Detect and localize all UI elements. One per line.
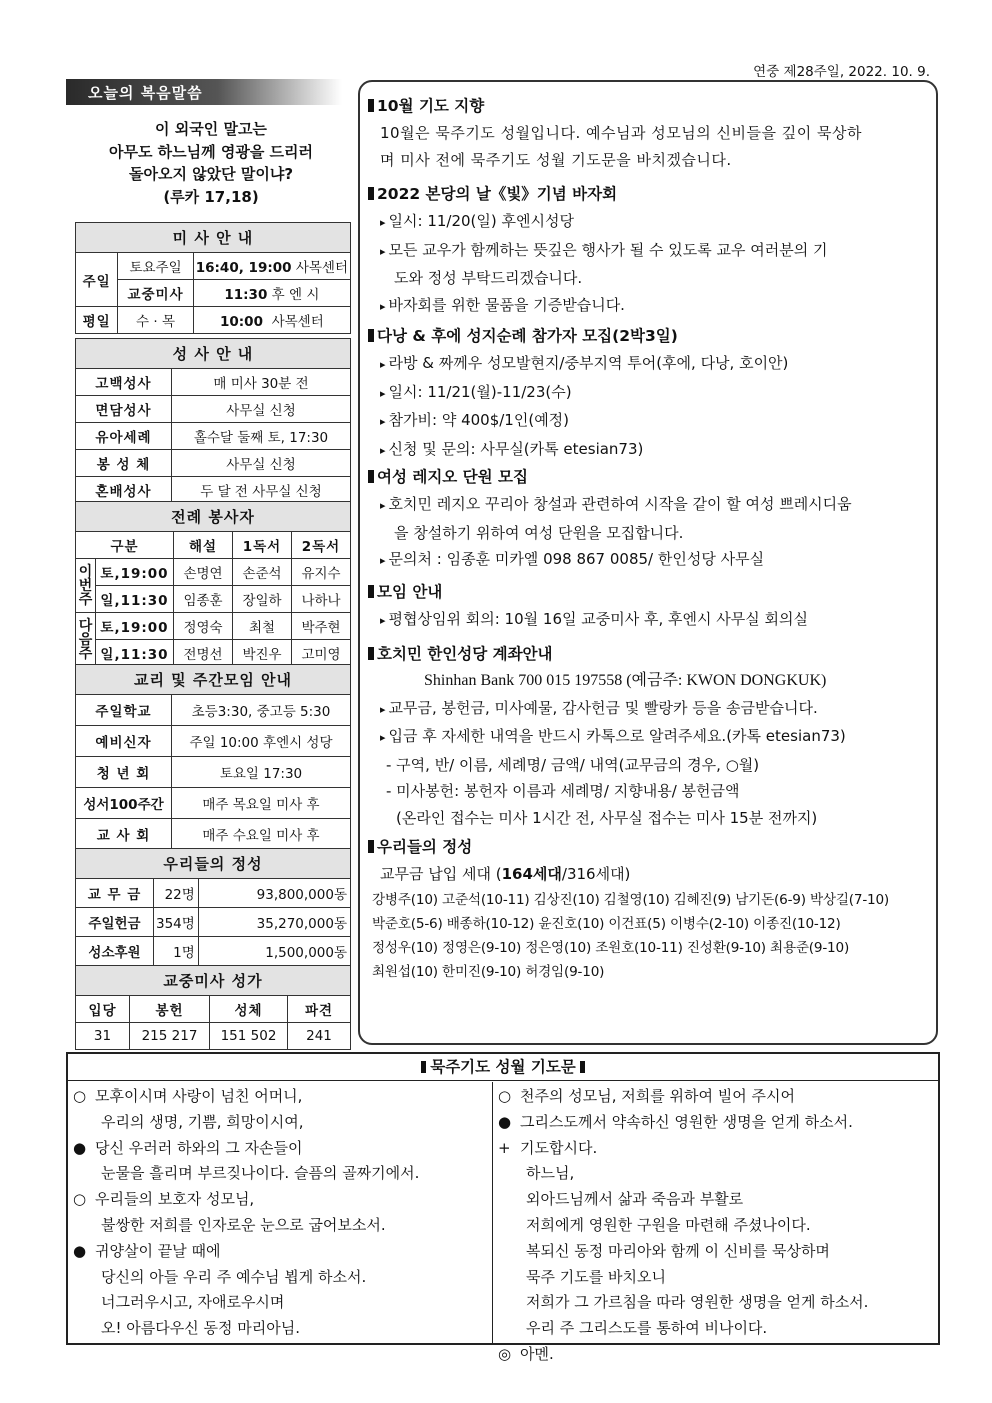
notice-item-dash: - 미사봉헌: 봉헌자 이름과 세례명/ 지향내용/ 봉헌금액 bbox=[386, 782, 740, 800]
notice-title: 다낭 & 후에 성지순례 참가자 모집(2박3일) bbox=[368, 323, 934, 350]
notice-title: 2022 본당의 날《빛》기념 바자회 bbox=[368, 181, 934, 208]
prayer-text: 천주의 성모님, 저희를 위하여 빌어 주시어 bbox=[520, 1087, 795, 1105]
prayer-text: 저희에게 영원한 구원을 마련해 주셨나이다. bbox=[526, 1215, 811, 1234]
sacrament-name: 봉 성 체 bbox=[76, 450, 172, 477]
notice-item: ▸ 신청 및 문의: 사무실(카톡 etesian73) bbox=[380, 439, 644, 458]
prayer-line bbox=[498, 1187, 938, 1213]
meeting-value: 주일 10:00 후엔시 성당 bbox=[172, 726, 351, 757]
mass-time: 10:00 사목센터 bbox=[193, 307, 350, 334]
servers-header: 해설 bbox=[174, 532, 233, 559]
mass-time: 16:40, 19:00 사목센터 bbox=[193, 253, 350, 280]
donor-names: 정성우(10) 정영은(9-10) 정은영(10) 조원호(10-11) 진성환(9-10) 최용준(9-10) bbox=[372, 939, 850, 956]
rosary-prayer-box bbox=[66, 1052, 940, 1363]
hymn-header: 봉헌 bbox=[130, 996, 210, 1023]
mass-name: 수 · 목 bbox=[118, 307, 193, 334]
server-reader1: 최철 bbox=[233, 613, 292, 640]
hymn-communion: 151 502 bbox=[210, 1023, 288, 1050]
offering-table bbox=[75, 848, 351, 966]
prayer-text: 오! 아름다우신 동정 마리아님. bbox=[101, 1319, 300, 1338]
meeting-name: 교 사 회 bbox=[76, 819, 172, 850]
prayer-mark: ● bbox=[73, 1241, 87, 1260]
server-time: 일,11:30 bbox=[96, 586, 174, 613]
sacrament-value: 매 미사 30분 전 bbox=[172, 369, 351, 396]
server-reader1: 장일하 bbox=[233, 586, 292, 613]
notice-item-dash: - 구역, 반/ 이름, 세례명/ 금액/ 내역(교무금의 경우, ○월) bbox=[386, 755, 760, 774]
notice-item: ▸ 라방 & 짜께우 성모발현지/중부지역 투어(후에, 다낭, 호이안) bbox=[380, 354, 789, 372]
notice-title: 여성 레지오 단원 모집 bbox=[368, 464, 934, 491]
notice-item: ▸ 교무금, 봉헌금, 미사예물, 감사헌금 및 빨랑카 등을 송금받습니다. bbox=[380, 698, 818, 717]
offering-amount: 93,800,000동 bbox=[198, 879, 350, 908]
hymn-entrance: 31 bbox=[76, 1023, 130, 1050]
notice-item: ▸ 일시: 11/21(월)-11/23(수) bbox=[380, 382, 572, 401]
sacrament-name: 유아세례 bbox=[76, 423, 172, 450]
prayer-line bbox=[498, 1342, 938, 1368]
prayer-text: 묵주 기도를 바치오니 bbox=[526, 1267, 666, 1286]
prayer-text: 복되신 동정 마리아와 함께 이 신비를 묵상하며 bbox=[526, 1241, 830, 1260]
prayer-text: 하느님, bbox=[526, 1164, 575, 1183]
prayer-text: 외아드님께서 삶과 죽음과 부활로 bbox=[526, 1190, 744, 1209]
catechism-table bbox=[75, 664, 351, 850]
meeting-value: 매주 목요일 미사 후 bbox=[172, 788, 351, 819]
prayer-line bbox=[498, 1239, 938, 1265]
servers-title: 전례 봉사자 bbox=[76, 502, 351, 532]
hymn-recessional: 241 bbox=[288, 1023, 351, 1050]
donor-names: 최원섭(10) 한미진(9-10) 허경임(9-10) bbox=[372, 964, 605, 981]
notice-item: ▸ 호치민 레지오 꾸리아 창설과 관련하여 시작을 같이 할 여성 쁘레시디움 bbox=[380, 495, 852, 513]
meeting-value: 토요일 17:30 bbox=[172, 757, 351, 788]
mass-time: 11:30 후 엔 시 bbox=[193, 280, 350, 307]
notice-text: 며 미사 전에 묵주기도 성월 기도문을 바치겠습니다. bbox=[380, 150, 732, 169]
notice-account bbox=[368, 641, 934, 831]
gospel-label: 오늘의 복음말씀 bbox=[66, 79, 342, 105]
server-reader1: 박진우 bbox=[233, 640, 292, 667]
prayer-mark: ● bbox=[73, 1138, 87, 1157]
prayer-mark: ○ bbox=[73, 1087, 87, 1105]
notice-prayer-intention bbox=[368, 93, 934, 173]
this-week-label: 이번주 bbox=[76, 559, 96, 613]
offering-amount: 1,500,000동 bbox=[198, 937, 350, 966]
prayer-title: 묵주기도 성월 기도문 bbox=[68, 1054, 938, 1081]
prayer-text: 모후이시며 사랑이 넘친 어머니, bbox=[95, 1087, 303, 1105]
gospel-line: 돌아오지 않았단 말이냐? bbox=[128, 165, 294, 183]
offering-name: 교 무 금 bbox=[76, 879, 154, 908]
prayer-line bbox=[73, 1239, 493, 1265]
prayer-line bbox=[73, 1084, 493, 1110]
hymn-table bbox=[75, 965, 351, 1050]
prayer-line bbox=[498, 1084, 938, 1110]
offering-name: 성소후원 bbox=[76, 937, 154, 966]
sacrament-value: 사무실 신청 bbox=[172, 450, 351, 477]
prayer-line bbox=[73, 1213, 493, 1239]
hymn-header: 입당 bbox=[76, 996, 130, 1023]
hymn-header: 파견 bbox=[288, 996, 351, 1023]
prayer-line bbox=[73, 1187, 493, 1213]
prayer-text: 불쌍한 저희를 인자로운 눈으로 굽어보소서. bbox=[101, 1215, 386, 1234]
notice-meeting bbox=[368, 579, 934, 635]
servers-header: 2독서 bbox=[292, 532, 351, 559]
offering-count: 354명 bbox=[154, 908, 199, 937]
servers-table bbox=[75, 501, 351, 667]
prayer-mark: ○ bbox=[73, 1190, 87, 1209]
server-reader2: 고미영 bbox=[292, 640, 351, 667]
notice-bazaar bbox=[368, 181, 934, 320]
offering-title: 우리들의 정성 bbox=[76, 849, 351, 879]
server-time: 일,11:30 bbox=[96, 640, 174, 667]
prayer-line bbox=[73, 1290, 493, 1316]
sacrament-value: 홀수달 둘째 토, 17:30 bbox=[172, 423, 351, 450]
sunday-label: 주일 bbox=[76, 253, 118, 307]
prayer-text: 기도합시다. bbox=[520, 1138, 598, 1157]
meeting-name: 주일학교 bbox=[76, 695, 172, 726]
sacrament-name: 면담성사 bbox=[76, 396, 172, 423]
prayer-text: 우리 주 그리스도를 통하여 비나이다. bbox=[526, 1319, 768, 1338]
server-time: 토,19:00 bbox=[96, 613, 174, 640]
prayer-left-column bbox=[73, 1084, 493, 1342]
prayer-text: 그리스도께서 약속하신 영원한 생명을 얻게 하소서. bbox=[520, 1112, 853, 1131]
notice-item: ▸ 입금 후 자세한 내역을 반드시 카톡으로 알려주세요.(카톡 etesian73) bbox=[380, 727, 846, 745]
donor-names: 강병주(10) 고준석(10-11) 김상진(10) 김철영(10) 김혜진(9) 남기돈(6-9) 박상길(7-10) bbox=[372, 891, 890, 908]
servers-header: 1독서 bbox=[233, 532, 292, 559]
meeting-value: 매주 수요일 미사 후 bbox=[172, 819, 351, 850]
prayer-text: 우리의 생명, 기쁨, 희망이시여, bbox=[101, 1112, 304, 1131]
bulletin-date: 연중 제28주일, 2022. 10. 9. bbox=[753, 64, 930, 80]
server-commentator: 정영숙 bbox=[174, 613, 233, 640]
notice-item: ▸ 참가비: 약 400$/1인(예정) bbox=[380, 411, 570, 429]
meeting-name: 성서100주간 bbox=[76, 788, 172, 819]
prayer-text: 아멘. bbox=[520, 1344, 554, 1363]
notice-title: 호치민 한인성당 계좌안내 bbox=[368, 641, 934, 668]
server-time: 토,19:00 bbox=[96, 559, 174, 586]
sacrament-value: 사무실 신청 bbox=[172, 396, 351, 423]
gospel-reference: (루카 17,18) bbox=[163, 187, 259, 206]
server-reader2: 박주현 bbox=[292, 613, 351, 640]
prayer-line bbox=[498, 1161, 938, 1187]
hymn-offertory: 215 217 bbox=[130, 1023, 210, 1050]
weekday-label: 평일 bbox=[76, 307, 118, 334]
gospel-quote bbox=[66, 118, 356, 208]
prayer-mark: + bbox=[498, 1138, 511, 1157]
notice-item-note: (온라인 접수는 미사 1시간 전, 사무실 접수는 미사 15분 전까지) bbox=[396, 808, 818, 827]
meeting-name: 예비신자 bbox=[76, 726, 172, 757]
donor-names: 박준호(5-6) 배종하(10-12) 윤진호(10) 이건표(5) 이병수(2-10) 이종진(10-12) bbox=[372, 915, 841, 932]
sacrament-table bbox=[75, 338, 351, 504]
prayer-text: 귀양살이 끝날 때에 bbox=[95, 1241, 221, 1260]
next-week-label: 다음주 bbox=[76, 613, 96, 667]
prayer-line bbox=[73, 1110, 493, 1136]
prayer-line bbox=[498, 1316, 938, 1342]
server-commentator: 전명선 bbox=[174, 640, 233, 667]
sacrament-title: 성 사 안 내 bbox=[76, 339, 351, 369]
prayer-mark: ○ bbox=[498, 1087, 512, 1105]
offering-amount: 35,270,000동 bbox=[198, 908, 350, 937]
prayer-text: 너그러우시고, 자애로우시며 bbox=[101, 1293, 285, 1312]
meeting-value: 초등3:30, 중고등 5:30 bbox=[172, 695, 351, 726]
prayer-text: 눈물을 흘리며 부르짖나이다. 슬픔의 골짜기에서. bbox=[101, 1164, 420, 1183]
offering-name: 주일헌금 bbox=[76, 908, 154, 937]
prayer-line bbox=[498, 1290, 938, 1316]
notice-title: 우리들의 정성 bbox=[368, 834, 934, 861]
prayer-text: 당신의 아들 우리 주 예수님 뵙게 하소서. bbox=[101, 1267, 367, 1286]
offering-count: 1명 bbox=[154, 937, 199, 966]
server-reader2: 나하나 bbox=[292, 586, 351, 613]
notice-item: ▸ 문의처 : 임종훈 미카엘 098 867 0085/ 한인성당 사무실 bbox=[380, 550, 765, 568]
notice-item-cont: 도와 정성 부탁드리겠습니다. bbox=[394, 269, 583, 287]
servers-header: 구분 bbox=[76, 532, 174, 559]
sacrament-value: 두 달 전 사무실 신청 bbox=[172, 477, 351, 504]
notice-item: ▸ 모든 교우가 함께하는 뜻깊은 행사가 될 수 있도록 교우 여러분의 기 bbox=[380, 240, 828, 259]
sacrament-name: 혼배성사 bbox=[76, 477, 172, 504]
server-commentator: 임종훈 bbox=[174, 586, 233, 613]
account-number: Shinhan Bank 700 015 197558 (예금주: KWON DONGKUK) bbox=[424, 672, 827, 689]
hymn-header: 성체 bbox=[210, 996, 288, 1023]
prayer-line bbox=[498, 1265, 938, 1291]
prayer-right-column bbox=[498, 1084, 938, 1368]
notice-item: ▸ 바자회를 위한 물품을 기증받습니다. bbox=[380, 295, 625, 314]
prayer-line bbox=[73, 1316, 493, 1342]
gospel-line: 아무도 하느님께 영광을 드리러 bbox=[108, 142, 314, 161]
notice-text: 10월은 묵주기도 성월입니다. 예수님과 성모님의 신비들을 깊이 묵상하 bbox=[380, 124, 862, 142]
prayer-text: 우리들의 보호자 성모님, bbox=[95, 1190, 255, 1209]
notice-offering bbox=[368, 834, 934, 984]
notice-title: 10월 기도 지향 bbox=[368, 93, 934, 120]
prayer-mark: ◎ bbox=[498, 1344, 512, 1363]
hymn-title: 교중미사 성가 bbox=[76, 966, 351, 996]
notice-title: 모임 안내 bbox=[368, 579, 934, 606]
offering-count: 22명 bbox=[154, 879, 199, 908]
prayer-line bbox=[73, 1265, 493, 1291]
catechism-title: 교리 및 주간모임 안내 bbox=[76, 665, 351, 695]
notice-pilgrimage bbox=[368, 323, 934, 464]
server-reader2: 유지수 bbox=[292, 559, 351, 586]
prayer-text: 저희가 그 가르침을 따라 영원한 생명을 얻게 하소서. bbox=[526, 1293, 869, 1312]
mass-name: 토요주일 bbox=[118, 253, 193, 280]
server-commentator: 손명연 bbox=[174, 559, 233, 586]
offering-summary: 교무금 납입 세대 (164세대/316세대) bbox=[380, 865, 631, 883]
prayer-line bbox=[498, 1213, 938, 1239]
prayer-line bbox=[73, 1161, 493, 1187]
mass-title: 미 사 안 내 bbox=[76, 223, 351, 253]
notice-legio bbox=[368, 464, 934, 575]
mass-name: 교중미사 bbox=[118, 280, 193, 307]
notice-item-cont: 을 창설하기 위하여 여성 단원을 모집합니다. bbox=[394, 523, 684, 542]
gospel-line: 이 외국인 말고는 bbox=[155, 120, 267, 138]
prayer-line bbox=[498, 1136, 938, 1162]
notice-item: ▸ 일시: 11/20(일) 후엔시성당 bbox=[380, 212, 574, 230]
meeting-name: 청 년 회 bbox=[76, 757, 172, 788]
notice-item: ▸ 평협상임위 회의: 10월 16일 교중미사 후, 후엔시 사무실 회의실 bbox=[380, 610, 808, 628]
prayer-line bbox=[498, 1110, 938, 1136]
prayer-text: 당신 우러러 하와의 그 자손들이 bbox=[95, 1138, 303, 1157]
prayer-mark: ● bbox=[498, 1112, 512, 1131]
server-reader1: 손준석 bbox=[233, 559, 292, 586]
sacrament-name: 고백성사 bbox=[76, 369, 172, 396]
mass-schedule-table bbox=[75, 222, 351, 334]
prayer-line bbox=[73, 1136, 493, 1162]
